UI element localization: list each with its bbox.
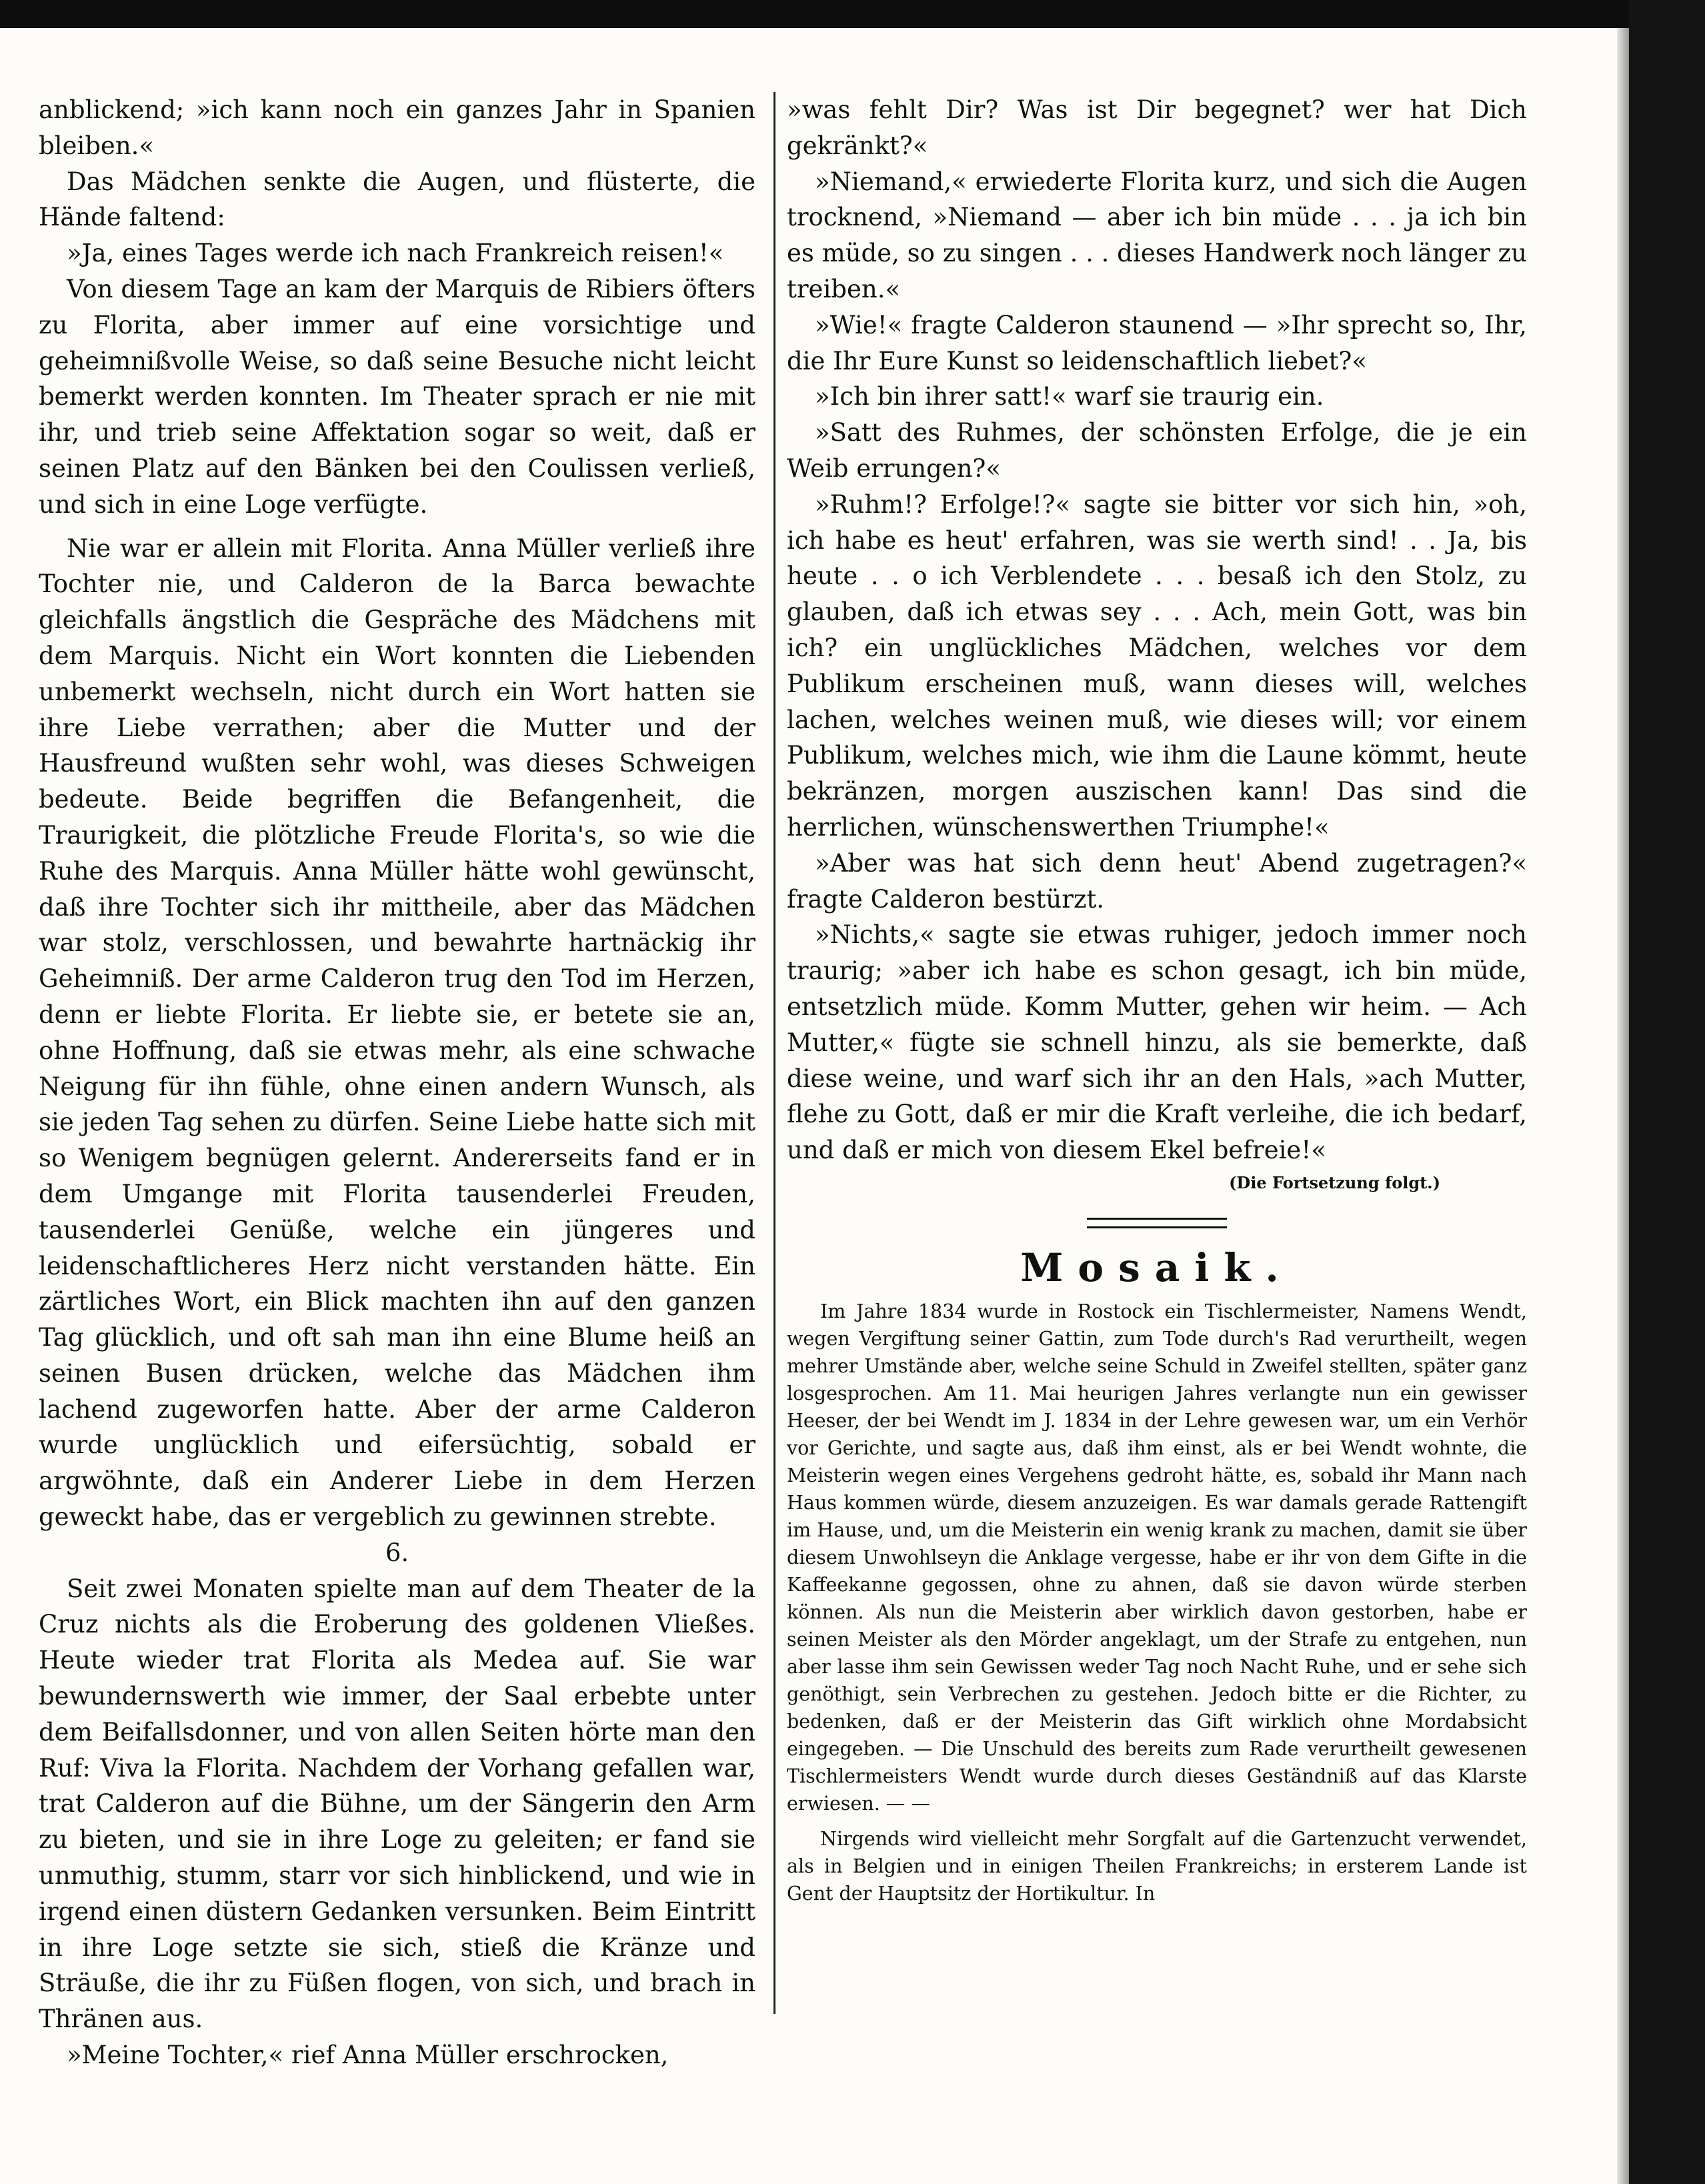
section-heading: Mosaik. [1020, 1244, 1294, 1290]
left-column [39, 92, 755, 2073]
chapter-number: 6. [385, 1538, 409, 1567]
page-edge-shadow [1617, 28, 1629, 2184]
paragraph: »Ja, eines Tages werde ich nach Frankreich reisen!« [67, 239, 724, 268]
paragraph: »Satt des Ruhmes, der schönsten Erfolge, die je ein Weib errungen?« [787, 418, 1527, 483]
continuation-note: (Die Fortsetzung folgt.) [1229, 1172, 1440, 1192]
paragraph: Seit zwei Monaten spielte man auf dem Theater de la Cruz nichts als die Eroberung des goldenen Vließes. Heute wieder trat Florita als Medea auf. Sie war bewundernswerth wie immer, der Saal erbebte unter dem Beifallsdonner, und von allen Seiten hörte man den Ruf: Viva la Florita. Nachdem der Vorhang gefallen war, trat Calderon auf die Bühne, um der Sängerin den Arm zu bieten, und sie in ihre Loge zu geleiten; er fand sie unmuthig, stumm, starr vor sich hinblickend, und wie in irgend einen düstern Gedanken versunken. Beim Eintritt in ihre Loge setzte sie sich, stieß die Kränze und Sträuße, die ihr zu Füßen flogen, von sich, und brach in Thränen aus. [39, 1574, 755, 2034]
paragraph: Von diesem Tage an kam der Marquis de Ribiers öfters zu Florita, aber immer auf eine vorsichtige und geheimnißvolle Weise, so daß seine Besuche nicht leicht bemerkt werden konnten. Im Theater sprach er nie mit ihr, und trieb seine Affektation sogar so weit, daß er seinen Platz auf den Bänken bei den Coulissen verließ, und sich in eine Loge verfügte. [39, 274, 755, 519]
paragraph: »Meine Tochter,« rief Anna Müller erschrocken, [67, 2041, 669, 2070]
paragraph: »Ich bin ihrer satt!« warf sie traurig ein. [815, 382, 1324, 411]
paragraph: anblickend; »ich kann noch ein ganzes Jahr in Spanien bleiben.« [39, 95, 755, 160]
paragraph: »Nichts,« sagte sie etwas ruhiger, jedoch immer noch traurig; »aber ich habe es schon gesagt, ich bin müde, entsetzlich müde. Komm Mutter, gehen wir heim. — Ach Mutter,« fügte sie schnell hinzu, als sie bemerkte, daß diese weine, und warf sich ihr an den Hals, »ach Mutter, flehe zu Gott, daß er mir die Kraft verleihe, die ich bedarf, und daß er mich von diesem Ekel befreie!« [787, 920, 1527, 1165]
scan-top-border [0, 0, 1705, 28]
section-divider-rule [1087, 1218, 1227, 1228]
scan-right-border [1629, 0, 1705, 2184]
paragraph: Nirgends wird vielleicht mehr Sorgfalt auf die Gartenzucht verwendet, als in Belgien und in einigen Theilen Frankreichs; in ersterem Lande ist Gent der Hauptsitz der Hortikultur. In [787, 1827, 1527, 1905]
column-divider [773, 92, 775, 2014]
paragraph: Nie war er allein mit Florita. Anna Müller verließ ihre Tochter nie, und Calderon de la Barca bewachte gleichfalls ängstlich die Gespräche des Mädchens mit dem Marquis. Nicht ein Wort konnten die Liebenden unbemerkt wechseln, nicht durch ein Wort hatten sie ihre Liebe verrathen; aber die Mutter und der Hausfreund wußten sehr wohl, was dieses Schweigen bedeute. Beide begriffen die Befangenheit, die Traurigkeit, die plötzliche Freude Florita's, so wie die Ruhe des Marquis. Anna Müller hätte wohl gewünscht, daß ihre Tochter sich ihr mittheile, aber das Mädchen war stolz, verschlossen, und bewahrte hartnäckig ihr Geheimniß. Der arme Calderon trug den Tod im Herzen, denn er liebte Florita. Er liebte sie, er betete sie an, ohne Hoffnung, daß sie etwas mehr, als eine schwache Neigung für ihn fühle, ohne einen andern Wunsch, als sie jeden Tag sehen zu dürfen. Seine Liebe hatte sich mit so Wenigem begnügen gelernt. Andererseits fand er in dem Umgange mit Florita tausenderlei Freuden, tausenderlei Genüße, welche ein jüngeres und leidenschaftlicheres Herz nicht verstanden hätte. Ein zärtliches Wort, ein Blick machten ihn auf den ganzen Tag glücklich, und oft sah man ihn eine Blume heiß an seinen Busen drücken, welche das Mädchen ihm lachend zugeworfen hatte. Aber der arme Calderon wurde unglücklich und eifersüchtig, sobald er argwöhnte, daß ein Anderer Liebe in dem Herzen geweckt habe, das er vergeblich zu gewinnen strebte. [39, 533, 755, 1532]
mosaik-section [787, 1298, 1527, 1907]
paragraph: »Aber was hat sich denn heut' Abend zugetragen?« fragte Calderon bestürzt. [787, 848, 1527, 914]
paragraph: »was fehlt Dir? Was ist Dir begegnet? wer hat Dich gekränkt?« [787, 95, 1527, 160]
paragraph: »Ruhm!? Erfolge!?« sagte sie bitter vor sich hin, »oh, ich habe es heut' erfahren, was sie werth sind! . . Ja, bis heute . . o ich Verblendete . . . besaß ich den Stolz, zu glauben, daß ich etwas sey . . . Ach, mein Gott, was bin ich? ein unglückliches Mädchen, welches vor dem Publikum erscheinen muß, wann dieses will, welches lachen, welches weinen muß, wie dieses will; vor einem Publikum, welches mich, wie ihm die Laune kömmt, heute bekränzen, morgen auszischen kann! Das sind die herrlichen, wünschenswerthen Triumphe!« [787, 489, 1527, 842]
paragraph: Das Mädchen senkte die Augen, und flüsterte, die Hände faltend: [39, 167, 755, 232]
right-column [787, 92, 1527, 1907]
paragraph: »Wie!« fragte Calderon staunend — »Ihr sprecht so, Ihr, die Ihr Eure Kunst so leidenschaftlich liebet?« [787, 310, 1527, 375]
paragraph: Im Jahre 1834 wurde in Rostock ein Tischlermeister, Namens Wendt, wegen Vergiftung seiner Gattin, zum Tode durch's Rad verurtheilt, wegen mehrer Umstände aber, welche seine Schuld in Zweifel stellten, später ganz losgesprochen. Am 11. Mai heurigen Jahres verlangte nun ein gewisser Heeser, der bei Wendt im J. 1834 in der Lehre gewesen war, um ein Verhör vor Gerichte, und sagte aus, daß ihm einst, als er bei Wendt wohnte, die Meisterin wegen eines Vergehens gedroht hätte, es, sobald ihr Mann nach Haus kommen würde, diesem anzuzeigen. Es war damals gerade Rattengift im Hause, und, um die Meisterin ein wenig krank zu machen, damit sie über diesem Unwohlseyn die Anklage vergesse, habe er ihr von dem Gifte in die Kaffeekanne gegossen, ohne zu ahnen, daß sie davon würde sterben können. Als nun die Meisterin aber wirklich davon gestorben, habe er seinen Meister als den Mörder angeklagt, um der Strafe zu entgehen, nun aber lasse ihm sein Gewissen weder Tag noch Nacht Ruhe, und er sehe sich genöthigt, sein Verbrechen zu gestehen. Jedoch bitte er die Richter, zu bedenken, daß er der Meisterin das Gift wirklich ohne Mordabsicht eingegeben. — Die Unschuld des bereits zum Rade verurtheilt gewesenen Tischlermeisters Wendt wurde durch dieses Geständniß auf das Klarste erwiesen. — — [787, 1300, 1527, 1815]
paragraph: »Niemand,« erwiederte Florita kurz, und sich die Augen trocknend, »Niemand — aber ich bin müde . . . ja ich bin es müde, so zu singen . . . dieses Handwerk noch länger zu treiben.« [787, 167, 1527, 303]
